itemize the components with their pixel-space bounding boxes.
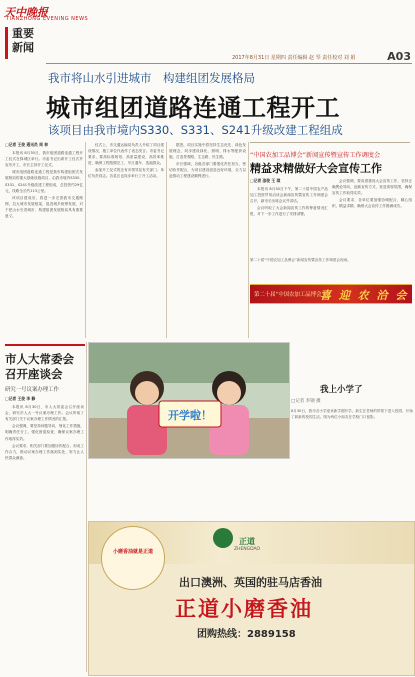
lead-paragraph: 仪式上，市交通运输局负责人介绍了项目建设情况，施工单位代表作了表态发言。市委书记要求，要高标准规划、高质量建设、高效率推进，确保工程按期完工、早日通车、造福群众。 — [88, 143, 164, 166]
ad-title: 出口澳洲、英国的驻马店香油 — [179, 576, 322, 589]
newspaper-logo-sub: TIANZHONG EVENING NEWS — [6, 16, 89, 22]
event-banner — [250, 284, 412, 304]
ad-brand-name: 正道小磨香油 — [175, 597, 313, 621]
date-line: 2017年8月31日 星期四 责任编辑 赵 琴 责任校对 刘 娟 — [232, 55, 356, 61]
feature-rule — [250, 142, 410, 143]
lead-paragraph: 参加开工仪式的还有市领导及有关部门、单位负责同志。各县区也同步举行了开工活动。 — [88, 168, 164, 179]
masthead — [0, 0, 415, 63]
section-tag-line-2: 新闻 — [12, 41, 34, 54]
story2-paragraph: 会议要求，相关部门要加强协作配合，形成工作合力，推动议案办理工作落到实处，努力让人民群众满意。 — [5, 443, 84, 460]
story2-rule — [5, 344, 85, 346]
photo-board-text: 开学啦！ — [168, 409, 212, 422]
column-divider — [85, 142, 86, 338]
photo-caption: 8月30日，我市各小学迎来新学期开学。新生在老师的带领下进入校园，开始了崭新的校园生活。图为两位小朋友在学校门口留影。 — [291, 409, 413, 419]
lead-paragraph: 市长强调，各级各部门要强化责任担当，密切协作配合，为项目建设创造良好环境，全力以赴推动工程建设顺利进行。 — [169, 162, 246, 179]
feature-column-1 — [250, 178, 328, 258]
lead-kicker: 我市将山水引进城市 构建组团发展格局 — [48, 71, 255, 85]
newspaper-logo: 天中晚报 — [4, 6, 48, 19]
banner-big-text: 喜 迎 农 洽 会 — [320, 289, 409, 302]
school-photo-illustration — [89, 343, 289, 458]
story2-paragraph: 本报讯 8月30日，市人大常委会召开座谈会，研究市人大一号议案办理工作。会议听取了有关部门关于议案办理工作情况的汇报。 — [5, 405, 84, 422]
top-rule — [46, 63, 412, 64]
lead-paragraph: 本报讯 8月30日，我市组团道路连通工程开工仪式在驿城区举行。市委书记出席开工仪式并宣布开工，市长主持开工仪式。 — [5, 151, 83, 168]
lead-subhead: 该项目由我市境内S330、S331、S241升级改建工程组成 — [48, 123, 343, 137]
ad-roundel — [101, 526, 165, 590]
section-tag-line-1: 重要 — [12, 27, 34, 40]
feature-byline: □记者 邵俊 王 琪 — [250, 178, 281, 183]
school-photo — [88, 342, 290, 459]
page-code: A03 — [387, 50, 411, 63]
story2-title: 市人大常委会召开座谈会 — [5, 352, 74, 381]
feature-column-2 — [332, 178, 412, 258]
ad-phone: 团购热线：2889158 — [197, 629, 296, 640]
ad-brand-tag-sub: ZHENGDAO — [234, 547, 261, 552]
lead-headline: 城市组团道路连通工程开工 — [46, 94, 340, 122]
banner-small-text: 第二十届“中国农加工品博会” — [254, 292, 325, 298]
feature-caption: 第二十届“中国农加工品博会”新闻宣传暨宣传工作调度会现场。 — [250, 258, 351, 262]
feature-paragraph: 会议要求，各单位要加强协调配合，精心组织，精益求精，确保大会宣传工作圆满成功。 — [332, 198, 412, 209]
photo-credit: □记者 李钢 摄 — [291, 399, 321, 404]
story2-byline: □记者 王俊 李 静 — [5, 396, 36, 401]
section-tag — [5, 27, 44, 59]
lead-column-2 — [88, 142, 164, 338]
column-divider — [166, 142, 167, 338]
feature-title: 精益求精做好大会宣传工作 — [250, 162, 382, 175]
lead-paragraph: 城市组团道路连通工程是我市构建组团式发展格局的重大基础设施项目，由我市境内S330、S331、S241升级改建工程组成，总投资约29亿元，线路全长约113公里。 — [5, 170, 83, 193]
story2-subtitle: 研究一号议案办理工作 — [5, 387, 59, 393]
ad-roundel-text: 小磨香油就是正道 — [112, 549, 153, 555]
brand-logo-icon — [213, 528, 233, 548]
feature-paragraph: 会议强调，要高度重视大会宣传工作，坚持正确舆论导向，创新宣传方式，营造浓厚氛围，确保宣传工作取得实效。 — [332, 179, 412, 196]
column-divider — [248, 142, 249, 338]
sesame-oil-ad — [88, 521, 415, 676]
lead-paragraph: 据悉，项目实施中将坚持生态优先、绿色发展理念，同步建设绿化、照明、排水等配套设施，打造景观路、生态路、民生路。 — [169, 143, 246, 160]
feature-kicker: “中国农加工品博会”新闻宣传暨宣传工作调度会 — [250, 152, 381, 159]
feature-paragraph: 会议听取了大会新闻宣传工作的筹备情况汇报，对下一步工作进行了安排部署。 — [250, 206, 328, 217]
lead-paragraph: 该项目建成后，将进一步完善我市交通路网，拉大城市发展框架，促进城乡统筹发展，对于把山水引进城市、构建组团发展格局具有重要意义。 — [5, 195, 83, 219]
story2-paragraph: 会议强调，要坚持问题导向，细化工作措施，明确责任分工，强化督促检查，确保议案办理工作取得实效。 — [5, 424, 84, 441]
feature-paragraph: 本报讯 8月30日下午，第二十届中国农产品加工投资贸易洽谈会新闻宣传暨宣传工作调度会召开，副市长出席会议并讲话。 — [250, 187, 328, 204]
photo-label: 我上小学了 — [320, 385, 363, 395]
lead-byline: □记者 王俊 通讯员 周 林 — [5, 142, 49, 147]
ad-brand-tag: 正道 — [239, 537, 255, 546]
story2-column — [5, 396, 84, 672]
lead-column-1 — [5, 142, 83, 338]
column-divider — [86, 342, 87, 672]
lead-column-3 — [169, 142, 246, 338]
